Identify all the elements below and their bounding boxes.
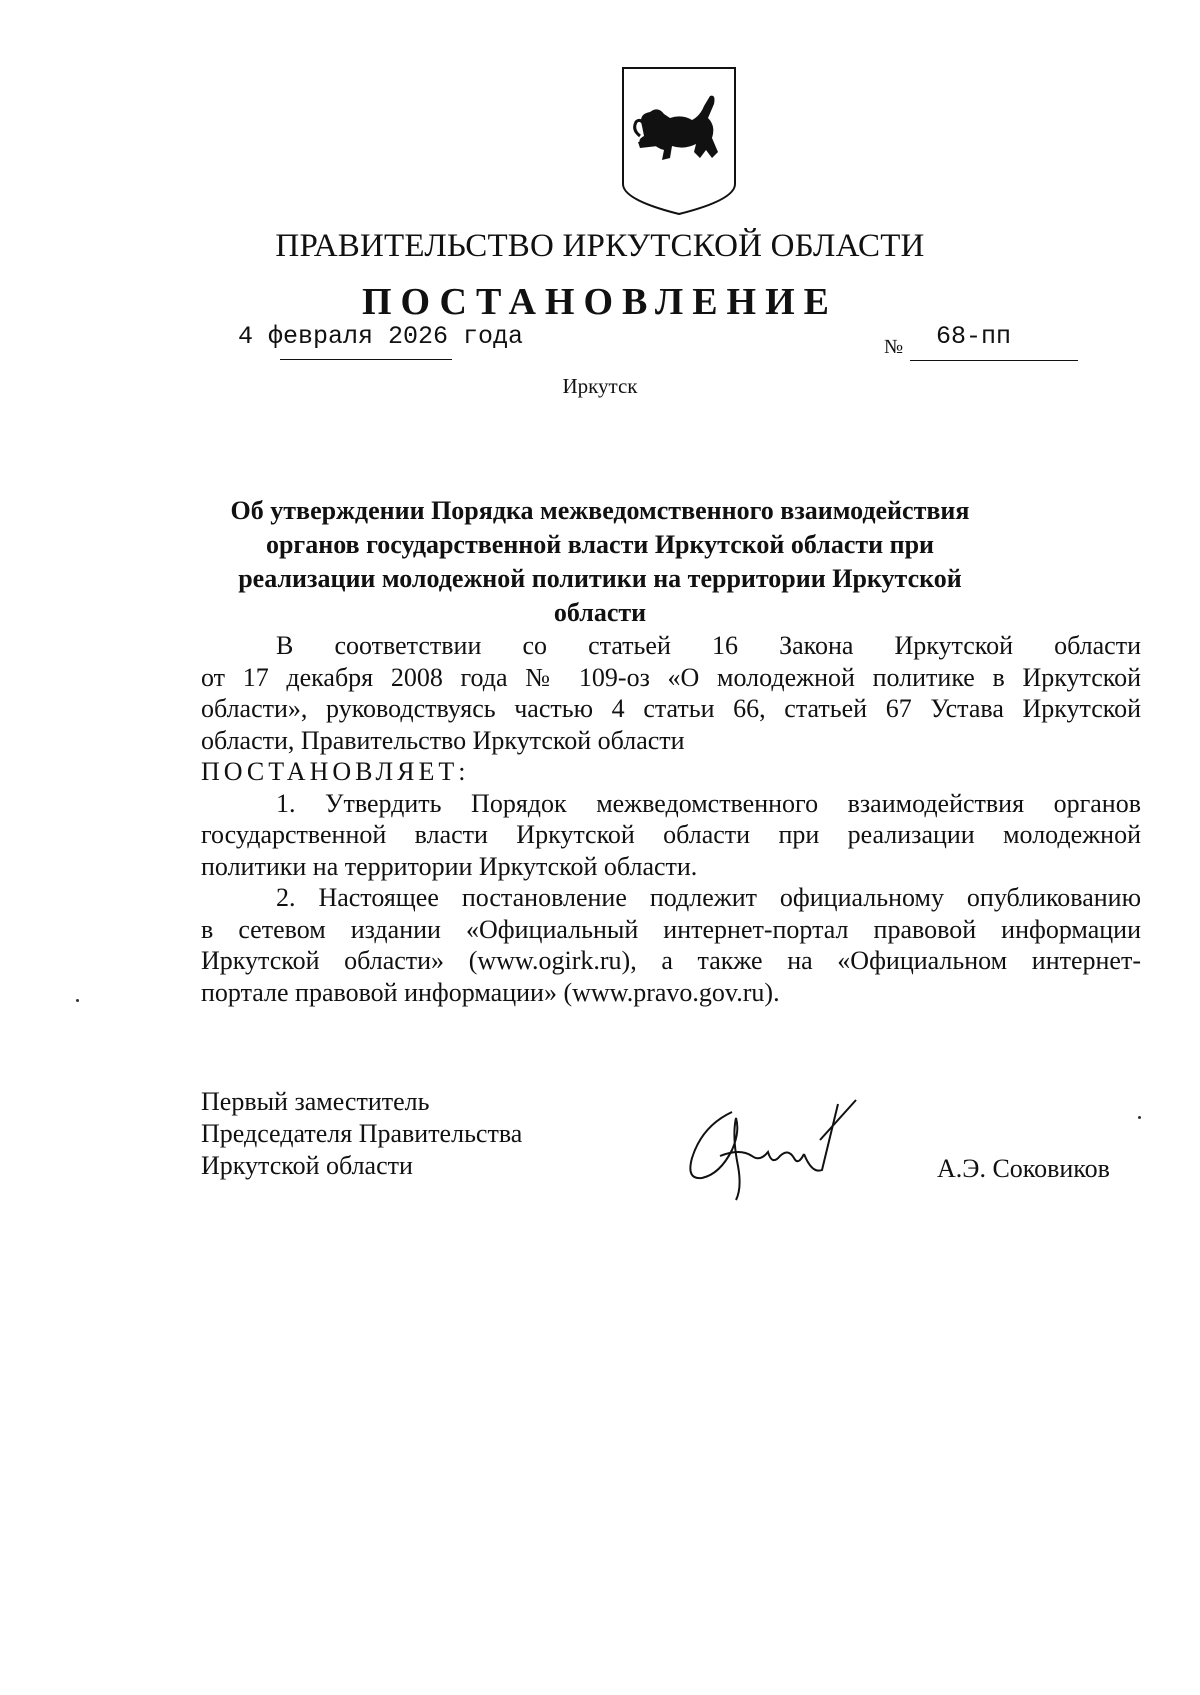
document-body [201,630,1141,1008]
city-name: Иркутск [562,374,638,398]
preamble-line: от 17 декабря 2008 года № 109-оз «О молодежной политике в Иркутской [201,662,1141,692]
document-subject: Об утверждении Порядка межведомственного взаимодействия органов государственной власти Иркутской области при реализации молодежной политики на территории Иркутской области [230,496,970,627]
preamble-line: В соответствии со статьей 16 Закона Иркутской области [276,631,1141,660]
item1-line: 1. Утвердить Порядок межведомственного взаимодействия органов [276,788,1141,818]
item1-line: государственной власти Иркутской области при реализации молодежной [201,820,1141,849]
item1-line: политики на территории Иркутской области. [201,851,698,881]
position-line: Первый заместитель [201,1087,430,1116]
signatory-name: А.Э. Соковиков [937,1154,1110,1183]
preamble-line: области, Правительство Иркутской области [201,725,685,755]
document-type-title: ПОСТАНОВЛЕНИЕ [361,281,839,323]
scan-speck [1138,1116,1141,1119]
resolves-heading: ПОСТАНОВЛЯЕТ: [201,757,470,786]
handwritten-signature-icon [680,1096,880,1206]
item2-line: 2. Настоящее постановление подлежит официальному опубликованию [276,883,1141,912]
number-underline [910,360,1078,361]
government-name: ПРАВИТЕЛЬСТВО ИРКУТСКОЙ ОБЛАСТИ [275,228,925,264]
document-number: 68-пп [936,322,1012,351]
item2-line: в сетевом издании «Официальный интернет-портал правовой информации [201,914,1141,944]
signatory-position [201,1086,522,1182]
item2-line: портале правовой информации» (www.pravo.gov.ru). [201,977,780,1007]
position-line: Председателя Правительства [201,1119,523,1148]
document-date: 4 февраля 2026 года [238,322,524,351]
scan-speck [76,999,79,1002]
position-line: Иркутской области [201,1151,413,1180]
coat-of-arms-icon [620,66,738,216]
preamble-line: области», руководствуясь частью 4 статьи 66, статьей 67 Устава Иркутской [201,694,1141,723]
item2-line: Иркутской области» (www.ogirk.ru), а также на «Официальном интернет- [201,946,1141,975]
number-sign: № [884,336,904,358]
date-underline [280,359,452,360]
